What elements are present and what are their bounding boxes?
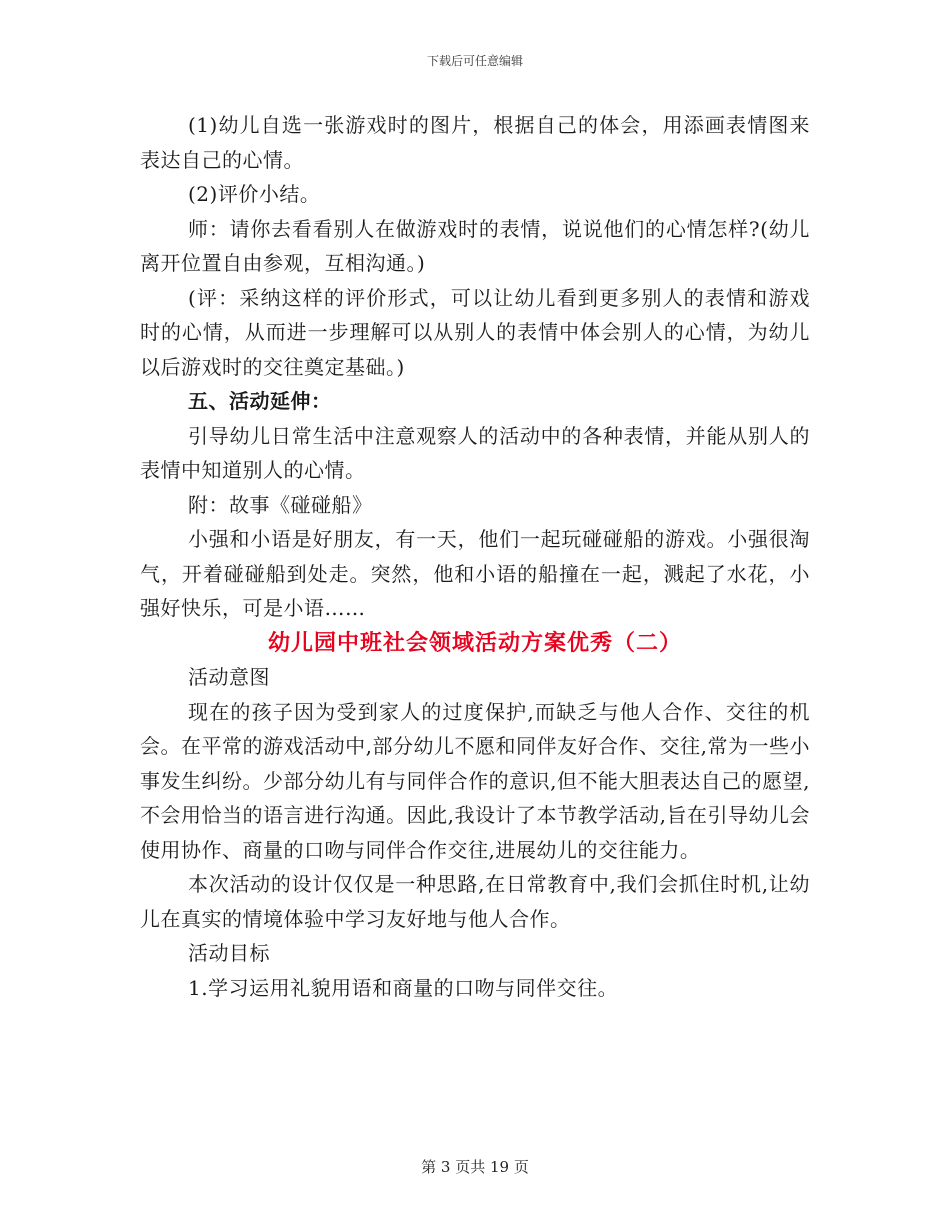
paragraph: 师：请你去看看别人在做游戏时的表情，说说他们的心情怎样?(幼儿离开位置自由参观，互相沟通。) <box>140 216 810 275</box>
document-body <box>140 108 810 1005</box>
paragraph: 本次活动的设计仅仅是一种思路,在日常教育中,我们会抓住时机,让幼儿在真实的情境体验中学习友好地与他人合作。 <box>140 872 810 931</box>
section-title: 幼儿园中班社会领域活动方案优秀（二） <box>267 629 682 656</box>
page-footer: 第 3 页共 19 页 <box>421 1158 529 1176</box>
paragraph: (2)评价小结。 <box>188 182 321 206</box>
subheading: 活动目标 <box>188 941 270 965</box>
page-header: 下载后可任意编辑 <box>426 54 523 68</box>
paragraph: (1)幼儿自选一张游戏时的图片，根据自己的体会，用添画表情图来表达自己的心情。 <box>140 113 810 172</box>
subheading: 活动意图 <box>188 665 270 689</box>
paragraph: 小强和小语是好朋友，有一天，他们一起玩碰碰船的游戏。小强很淘气，开着碰碰船到处走。突然，他和小语的船撞在一起，溅起了水花，小强好快乐，可是小语…… <box>140 527 810 620</box>
paragraph: 1.学习运用礼貌用语和商量的口吻与同伴交往。 <box>188 975 619 1000</box>
paragraph: (评：采纳这样的评价形式，可以让幼儿看到更多别人的表情和游戏时的心情，从而进一步理解可以从别人的表情中体会别人的心情，为幼儿以后游戏时的交往奠定基础。) <box>140 285 810 379</box>
section-heading: 五、活动延伸： <box>188 389 332 413</box>
paragraph: 现在的孩子因为受到家人的过度保护,而缺乏与他人合作、交往的机会。在平常的游戏活动中,部分幼儿不愿和同伴友好合作、交往,常为一些小事发生纠纷。少部分幼儿有与同伴合作的意识,但不能大胆表达自己的愿望,不会用恰当的语言进行沟通。因此,我设计了本节教学活动,旨在引导幼儿会使用协作、商量的口吻与同伴合作交往,进展幼儿的交往能力。 <box>140 699 810 862</box>
paragraph: 附：故事《碰碰船》 <box>188 492 373 517</box>
paragraph: 引导幼儿日常生活中注意观察人的活动中的各种表情，并能从别人的表情中知道别人的心情。 <box>140 423 810 482</box>
